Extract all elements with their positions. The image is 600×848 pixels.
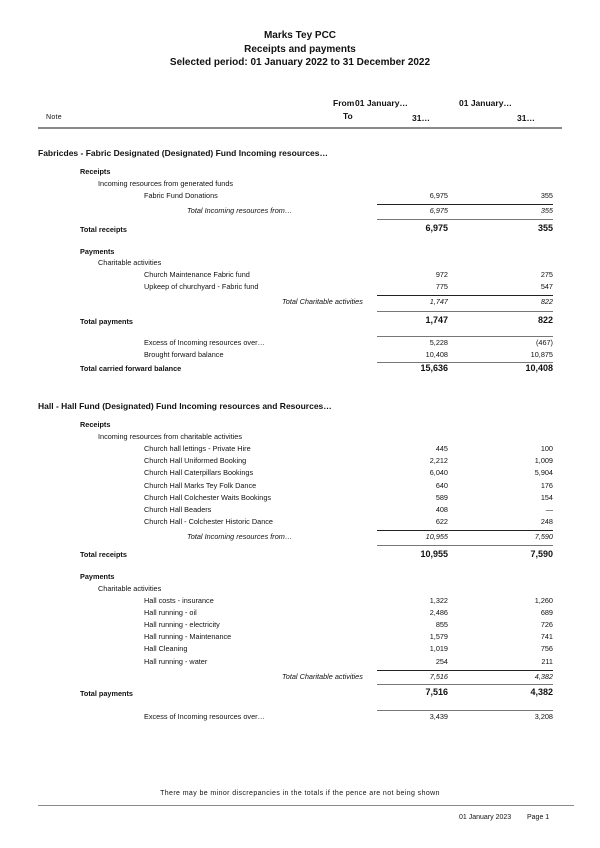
row-value-prior: 547 [540,282,553,291]
row-label: Hall running - electricity [144,620,220,630]
total-value-current: 6,975 [425,223,448,233]
excess-rule [377,336,553,337]
fabric-section-title: Fabricdes - Fabric Designated (Designated) Fund Incoming resources… [38,148,329,158]
to-label: To [343,111,353,121]
row-value-current: 622 [435,517,448,527]
total-label: Total receipts [80,225,127,234]
subtotal-value-prior: 4,382 [534,672,553,681]
total-value-current: 10,955 [420,549,448,559]
total-value-prior: 4,382 [530,687,553,697]
subtotal-label: Total Incoming resources from… [187,206,293,215]
fabric-payments-group: Charitable activities [98,258,162,267]
row-label: Hall running - Maintenance [144,632,232,642]
row-label: Excess of Incoming resources over… [144,338,265,347]
footer-date: 01 January 2023 [459,814,512,821]
row-value-prior: 756 [540,644,553,654]
row-label: Brought forward balance [144,350,224,359]
row-label: Church Hall Colchester Waits Bookings [144,492,272,502]
row-value-current: 640 [435,480,448,490]
row-value-prior: 355 [540,191,553,200]
row-label: Hall Cleaning [144,644,188,654]
subtotal-value-current: 6,975 [429,206,448,215]
row-value-prior: 100 [540,444,553,453]
hall-receipts-heading: Receipts [80,420,111,429]
row-value-current: 972 [435,270,448,279]
row-value-prior: 211 [541,656,553,666]
row-value-prior: 154 [540,492,553,502]
row-value-prior: (467) [535,338,553,347]
total-value-prior: 355 [537,223,553,233]
row-value-current: 855 [435,620,448,630]
row-value-current: 1,579 [429,632,448,642]
subtotal-rule [377,670,553,671]
row-value-current: 1,322 [429,596,448,605]
row-value-current: 775 [435,282,448,291]
excess-rule [377,710,553,711]
total-value-current: 15,636 [420,363,448,373]
report-period: Selected period: 01 January 2022 to 31 December 2022 [169,57,431,68]
fabric-payments-heading: Payments [80,247,115,256]
row-value-current: 2,486 [429,608,448,618]
total-rule [377,545,553,546]
row-value-current: 5,228 [429,338,448,347]
subtotal-label: Total Charitable activities [282,297,363,306]
subtotal-rule [377,204,553,205]
header-rule [38,127,562,129]
row-value-prior: 1,009 [534,456,553,466]
total-rule [377,311,553,312]
col2-from: 01 January… [459,98,512,108]
hall-section-title: Hall - Hall Fund (Designated) Fund Incoming resources and Resources… [38,401,332,411]
subtotal-value-prior: 822 [540,297,553,306]
total-rule [377,684,553,685]
footer-disclaimer: There may be minor discrepancies in the totals if the pence are not being shown [160,790,440,797]
row-label: Church Hall Marks Tey Folk Dance [144,480,257,490]
row-label: Church Hall Uniformed Booking [144,456,247,466]
hall-receipts-group: Incoming resources from charitable activities [98,432,242,441]
total-label: Total payments [80,689,133,698]
total-label: Total carried forward balance [80,364,182,373]
row-label: Upkeep of churchyard - Fabric fund [144,282,259,291]
subtotal-label: Total Incoming resources from… [187,532,293,541]
row-value-current: 445 [435,444,448,453]
hall-payments-heading: Payments [80,572,115,581]
row-value-current: 589 [435,492,448,502]
col1-to: 31… [412,113,430,123]
row-label: Church Hall Beaders [144,505,212,514]
hall-payments-group: Charitable activities [98,584,162,593]
row-value-prior: 741 [540,632,553,642]
subtotal-value-prior: 355 [540,206,553,215]
row-value-prior: 726 [540,620,553,630]
row-label: Hall running - oil [144,608,197,618]
row-value-current: 3,439 [429,712,448,721]
row-value-current: 6,975 [429,191,448,200]
from-label: From [333,98,355,108]
row-label: Church Hall Caterpillars Bookings [144,468,254,478]
row-value-prior: 689 [540,608,553,618]
subtotal-value-prior: 7,590 [534,532,553,541]
row-value-prior: 10,875 [530,350,553,359]
total-value-current: 1,747 [425,315,448,325]
total-value-prior: 7,590 [530,549,553,559]
row-value-prior: — [545,505,553,514]
row-value-prior: 1,260 [534,596,553,605]
subtotal-rule [377,530,553,531]
subtotal-value-current: 1,747 [429,297,448,306]
col1-from: 01 January… [355,98,408,108]
row-value-prior: 3,208 [534,712,553,721]
row-label: Church Maintenance Fabric fund [144,270,250,279]
row-label: Hall running - water [144,656,208,666]
row-value-current: 6,040 [429,468,448,478]
row-label: Fabric Fund Donations [144,191,218,200]
page-number: Page 1 [527,814,550,821]
col2-to: 31… [517,113,535,123]
subtotal-value-current: 10,955 [425,532,448,541]
total-value-prior: 822 [537,315,553,325]
total-value-current: 7,516 [425,687,448,697]
fabric-receipts-heading: Receipts [80,167,111,176]
report-title: Receipts and payments [244,44,356,55]
row-value-current: 2,212 [429,456,448,466]
subtotal-rule [377,295,553,296]
subtotal-label: Total Charitable activities [282,672,363,681]
fabric-receipts-group: Incoming resources from generated funds [98,179,234,188]
total-label: Total payments [80,317,133,326]
subtotal-value-current: 7,516 [429,672,448,681]
row-value-current: 408 [435,505,448,514]
row-value-prior: 248 [540,517,553,527]
row-value-current: 254 [435,656,448,666]
row-label: Church hall lettings - Private Hire [144,444,251,453]
row-value-current: 1,019 [429,644,448,654]
note-column-label: Note [46,114,62,121]
row-label: Excess of Incoming resources over… [144,712,265,721]
row-value-prior: 275 [540,270,553,279]
row-label: Church Hall - Colchester Historic Dance [144,517,273,527]
total-value-prior: 10,408 [525,363,553,373]
row-value-prior: 176 [540,480,553,490]
total-rule [377,219,553,220]
row-value-prior: 5,904 [534,468,553,478]
footer-rule [38,805,574,806]
org-name: Marks Tey PCC [263,30,337,41]
row-value-current: 10,408 [425,350,448,359]
row-label: Hall costs - insurance [144,596,214,605]
total-label: Total receipts [80,550,127,559]
